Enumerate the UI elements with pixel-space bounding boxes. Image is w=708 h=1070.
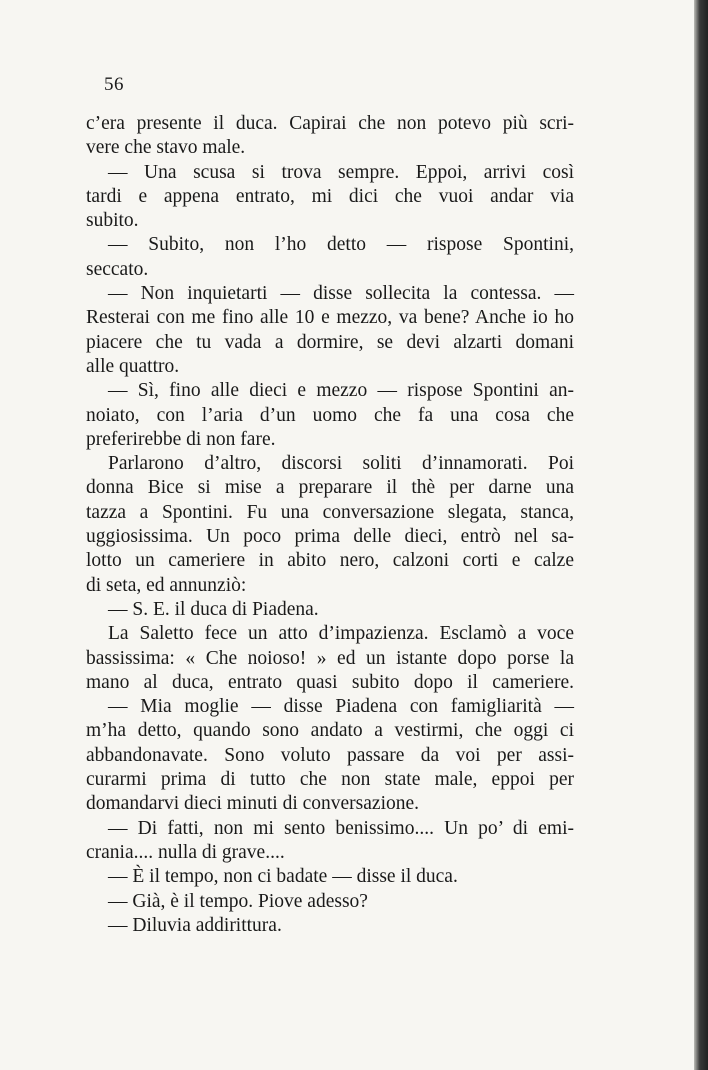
text-line: Resterai con me fino alle 10 e mezzo, va bene? Anche io ho [86,307,574,329]
text-line: — Mia moglie — disse Piadena con famigliarità — [108,696,574,718]
book-spine-edge [694,0,708,1070]
text-line: di seta, ed annunziò: [86,574,247,596]
text-line: — S. E. il duca di Piadena. [108,598,319,620]
text-line: preferirebbe di non fare. [86,428,276,450]
text-line: tazza a Spontini. Fu una conversazione slegata, stanca, [86,501,574,523]
text-line: — Di fatti, non mi sento benissimo.... Un po’ di emi- [108,817,574,839]
text-line: — Subito, non l’ho detto — rispose Spontini, [108,234,574,256]
text-line: alle quattro. [86,355,180,377]
body-text [86,112,574,938]
text-line: abbandonavate. Sono voluto passare da voi per assi- [86,744,574,766]
text-line: uggiosissima. Un poco prima delle dieci, entrò nel sa- [86,526,574,548]
text-line: — Una scusa si trova sempre. Eppoi, arrivi così [108,161,574,183]
text-line: c’era presente il duca. Capirai che non potevo più scri- [86,113,574,134]
text-line: curarmi prima di tutto che non state male, eppoi per [86,769,574,791]
text-line: La Saletto fece un atto d’impazienza. Esclamò a voce [108,623,574,645]
text-line: donna Bice si mise a preparare il thè per darne una [86,477,574,499]
text-line: m’ha detto, quando sono andato a vestirmi, che oggi ci [86,720,574,742]
text-line: — Diluvia addirittura. [108,914,282,936]
text-line: domandarvi dieci minuti di conversazione. [86,793,420,815]
text-line: mano al duca, entrato quasi subito dopo il cameriere. [86,671,574,693]
text-line: lotto un cameriere in abito nero, calzoni corti e calze [86,550,574,572]
text-line: seccato. [86,258,149,280]
text-line: crania.... nulla di grave.... [86,841,285,863]
page-number: 56 [104,74,124,95]
text-line: vere che stavo male. [86,137,246,159]
text-line: piacere che tu vada a dormire, se devi alzarti domani [86,331,574,353]
text-line: bassissima: « Che noioso! » ed un istante dopo porse la [86,647,574,669]
text-line: — Già, è il tempo. Piove adesso? [108,890,368,912]
text-line: — Non inquietarti — disse sollecita la contessa. — [108,283,574,305]
text-line: subito. [86,210,139,232]
text-line: — È il tempo, non ci badate — disse il duca. [108,866,458,888]
text-line: noiato, con l’aria d’un uomo che fa una cosa che [86,404,574,426]
text-line: Parlarono d’altro, discorsi soliti d’innamorati. Poi [108,453,574,475]
text-line: — Sì, fino alle dieci e mezzo — rispose Spontini an- [108,380,574,402]
text-line: tardi e appena entrato, mi dici che vuoi andar via [86,185,574,207]
